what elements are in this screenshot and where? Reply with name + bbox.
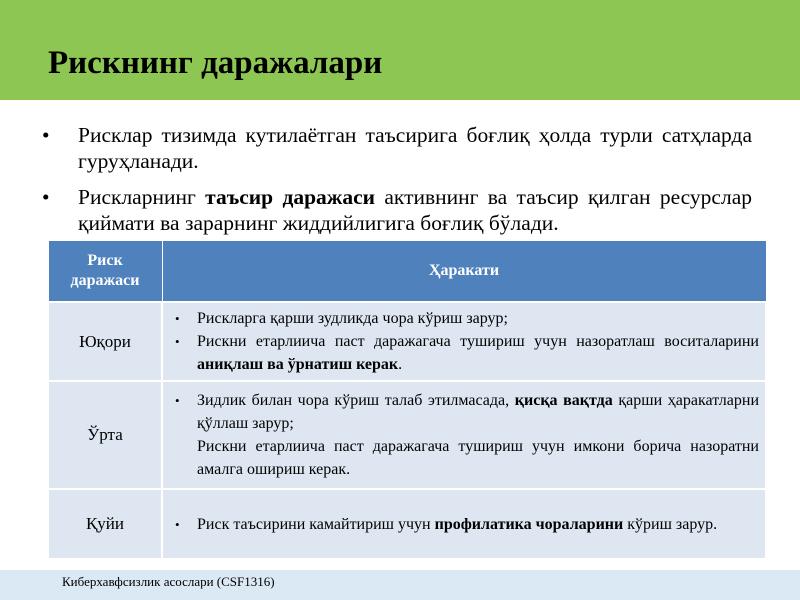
- action-text-post: кўриш зарур.: [623, 515, 718, 533]
- action-text-post: .: [398, 356, 403, 373]
- bullet-list: [42, 122, 752, 246]
- risk-level-table: [47, 240, 767, 560]
- level-cell: Ўрта: [48, 381, 162, 489]
- header-risk-level: [48, 241, 162, 303]
- action-item: [167, 307, 759, 330]
- footer-bar: [0, 570, 800, 600]
- bullet-dot: •: [175, 516, 180, 532]
- bullet-dot: •: [42, 185, 50, 209]
- bullet-item: [42, 122, 752, 174]
- bullet-dot: •: [42, 123, 50, 147]
- action-text-bold: қисқа вақтда: [514, 392, 613, 409]
- level-cell: Юқори: [48, 302, 162, 381]
- footer-course-label: Киберхавфсизлик асослари (CSF1316): [62, 574, 275, 589]
- page-title: Рискнинг даражалари: [48, 45, 383, 81]
- table-row-high: [48, 302, 766, 381]
- action-cell: [162, 381, 766, 489]
- action-item: [167, 389, 759, 435]
- action-text-pre: Рискни етарлиича паст даражагача тушириш учун назоратлаш воситаларини: [197, 333, 759, 350]
- bullet-dot: •: [175, 334, 180, 349]
- bullet-item: [42, 184, 752, 236]
- action-text: Рискларга қарши зудликда чора кўриш зарур;: [197, 310, 508, 327]
- bullet-text-post: активнинг ва таъсир қилган ресурслар қиймати ва зарарнинг жиддийлигига боғлиқ бўлади.: [78, 185, 752, 235]
- level-cell: Қуйи: [48, 489, 162, 559]
- bullet-dot: •: [175, 311, 180, 326]
- action-text-pre: Риск таъсирини камайтириш учун: [197, 515, 435, 533]
- action-text-bold: профилатика чораларини: [434, 515, 624, 533]
- action-text: Рискни етарлиича паст даражагача тушириш учун имкони борича назоратни амалга ошириш керак.: [197, 438, 759, 478]
- action-cell: [162, 489, 766, 559]
- action-text-post: қарши ҳаракатларни қўллаш зарур;: [197, 392, 760, 432]
- action-text-pre: Зидлик билан чора кўриш талаб этилмасада,: [197, 392, 515, 409]
- table-row-low: [48, 489, 766, 559]
- bullet-text-bold: таъсир даражаси: [205, 185, 376, 209]
- bullet-text: Рисклар тизимда кутилаётган таъсирига боғлиқ ҳолда турли сатҳларда гуруҳланади.: [78, 123, 752, 173]
- bullet-dot: •: [175, 393, 180, 408]
- header-risk-level-label: Риск даражаси: [70, 252, 140, 289]
- action-item: [167, 435, 759, 481]
- action-text-bold: аниқлаш ва ўрнатиш керак: [197, 356, 399, 373]
- table-header-row: [48, 241, 766, 303]
- action-cell: [162, 302, 766, 381]
- table-row-medium: [48, 381, 766, 489]
- action-item: [167, 513, 759, 536]
- action-item: [167, 330, 759, 376]
- bullet-text-pre: Рискларнинг: [78, 185, 206, 209]
- header-action: Ҳаракати: [162, 241, 766, 303]
